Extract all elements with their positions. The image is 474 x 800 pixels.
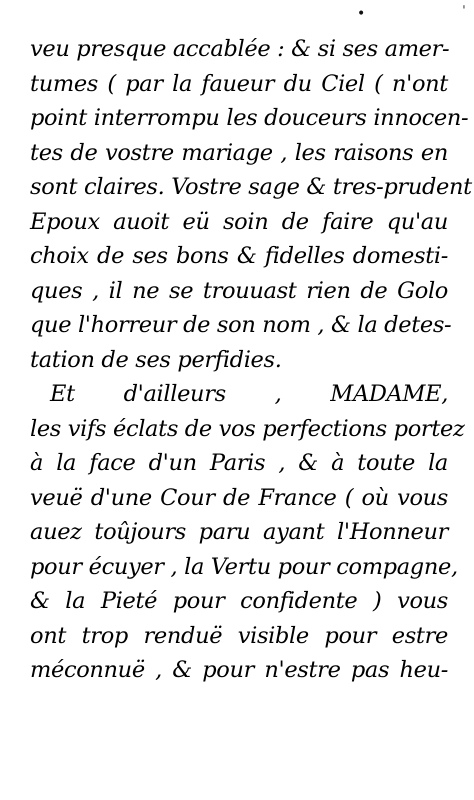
text-line: ont trop renduë visible pour estre [30,622,448,649]
text-line: point interrompu les douceurs innocen- [30,105,469,131]
text-line: tation de ses perfidies. [30,346,282,373]
text-line: tes de vostre mariage , les raisons en [30,139,448,166]
text-line: choix de ses bons & fidelles domesti- [30,243,448,269]
text-line: veu presque accablée : & si ses amer- [30,36,450,62]
paragraph-1 [30,32,472,377]
text-line: Epoux auoit eü soin de faire qu'au [30,208,448,235]
body-text [30,32,472,688]
text-line: à la face d'un Paris , & à toute la [30,450,448,476]
text-line: méconnuë , & pour n'estre pas heu- [30,657,448,683]
text-line: que l'horreur de son nom , & la detes- [30,312,452,338]
text-line: tumes ( par la faueur du Ciel ( n'ont [30,70,448,97]
top-dot-mark: • [357,6,366,22]
text-line: ques , il ne se trouuast rien de Golo [30,277,448,304]
text-line: sont claires. Vostre sage & tres-prudent [30,174,472,200]
edge-mark: ˈ [462,4,466,20]
text-line: veuë d'une Cour de France ( où vous [30,484,448,511]
text-line: les vifs éclats de vos perfections portez [30,415,465,442]
text-line: pour écuyer , la Vertu pour compagne, [30,553,458,580]
text-line: auez toûjours paru ayant l'Honneur [30,519,448,545]
text-line: Et d'ailleurs , MADAME, [50,381,448,407]
paragraph-2 [30,377,465,688]
text-line: & la Pieté pour confidente ) vous [30,588,448,614]
